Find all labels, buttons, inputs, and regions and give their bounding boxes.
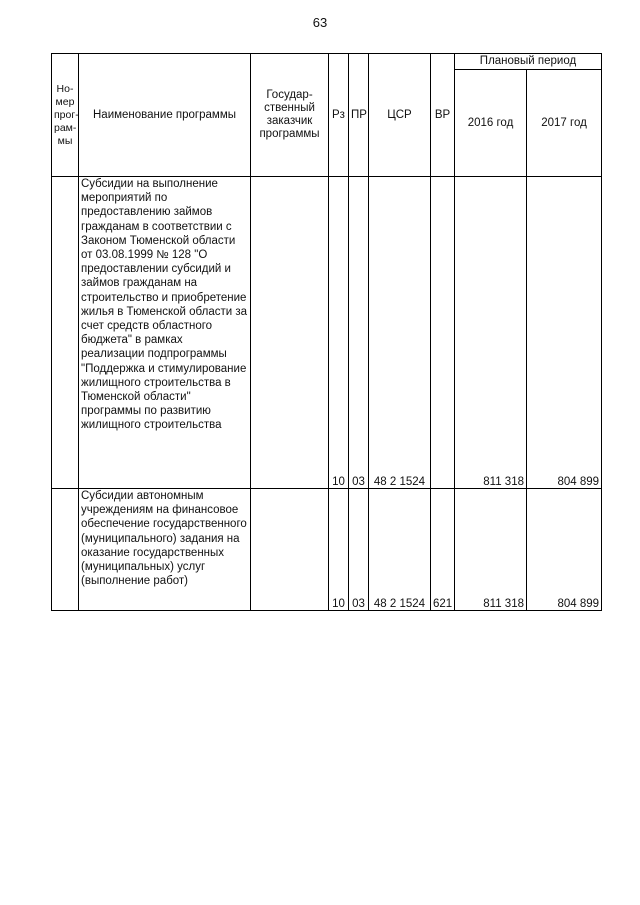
table-row (52, 489, 602, 611)
row-customer-cell (251, 177, 329, 489)
row-pr: 03 (349, 177, 369, 489)
header-row-top (52, 54, 602, 70)
row-customer-cell (251, 489, 329, 611)
header-year-2016: 2016 год (455, 70, 527, 177)
table-row (52, 177, 602, 489)
row-amount-2017: 804 899 (527, 489, 602, 611)
row-csr: 48 2 1524 (369, 177, 431, 489)
row-rz: 10 (329, 489, 349, 611)
header-program-name: Наименование программы (79, 54, 251, 177)
row-program-name: Субсидии автономным учреждениям на финансовое обеспечение государственного (муниципального) задания на оказание государственных (муниципальных) услуг (выполнение работ) (79, 489, 251, 611)
row-amount-2016: 811 318 (455, 177, 527, 489)
header-planning-period: Плановый период (455, 54, 602, 70)
header-csr: ЦСР (369, 54, 431, 177)
row-amount-2016: 811 318 (455, 489, 527, 611)
budget-table (51, 53, 602, 611)
row-amount-2017: 804 899 (527, 177, 602, 489)
row-csr: 48 2 1524 (369, 489, 431, 611)
header-pr: ПР (349, 54, 369, 177)
row-vr: 621 (431, 489, 455, 611)
row-number-cell (52, 489, 79, 611)
row-vr (431, 177, 455, 489)
header-customer: Государ- ственный заказчик программы (251, 54, 329, 177)
header-vr: ВР (431, 54, 455, 177)
header-year-2017: 2017 год (527, 70, 602, 177)
row-pr: 03 (349, 489, 369, 611)
row-rz: 10 (329, 177, 349, 489)
header-rz: Рз (329, 54, 349, 177)
row-number-cell (52, 177, 79, 489)
header-program-number: Но- мер прог- рам- мы (52, 54, 79, 177)
row-program-name: Субсидии на выполнение мероприятий по предоставлению займов гражданам в соответствии с Законом Тюменской области от 03.08.1999 № 128 "О предоставлении субсидий и займов гражданам на строительство и приобретение жилья в Тюменской области за счет средств областного бюджета" в рамках реализации подпрограммы "Поддержка и стимулирование жилищного строительства в Тюменской области" программы по развитию жилищного строительства (79, 177, 251, 489)
page-number: 63 (312, 15, 328, 30)
